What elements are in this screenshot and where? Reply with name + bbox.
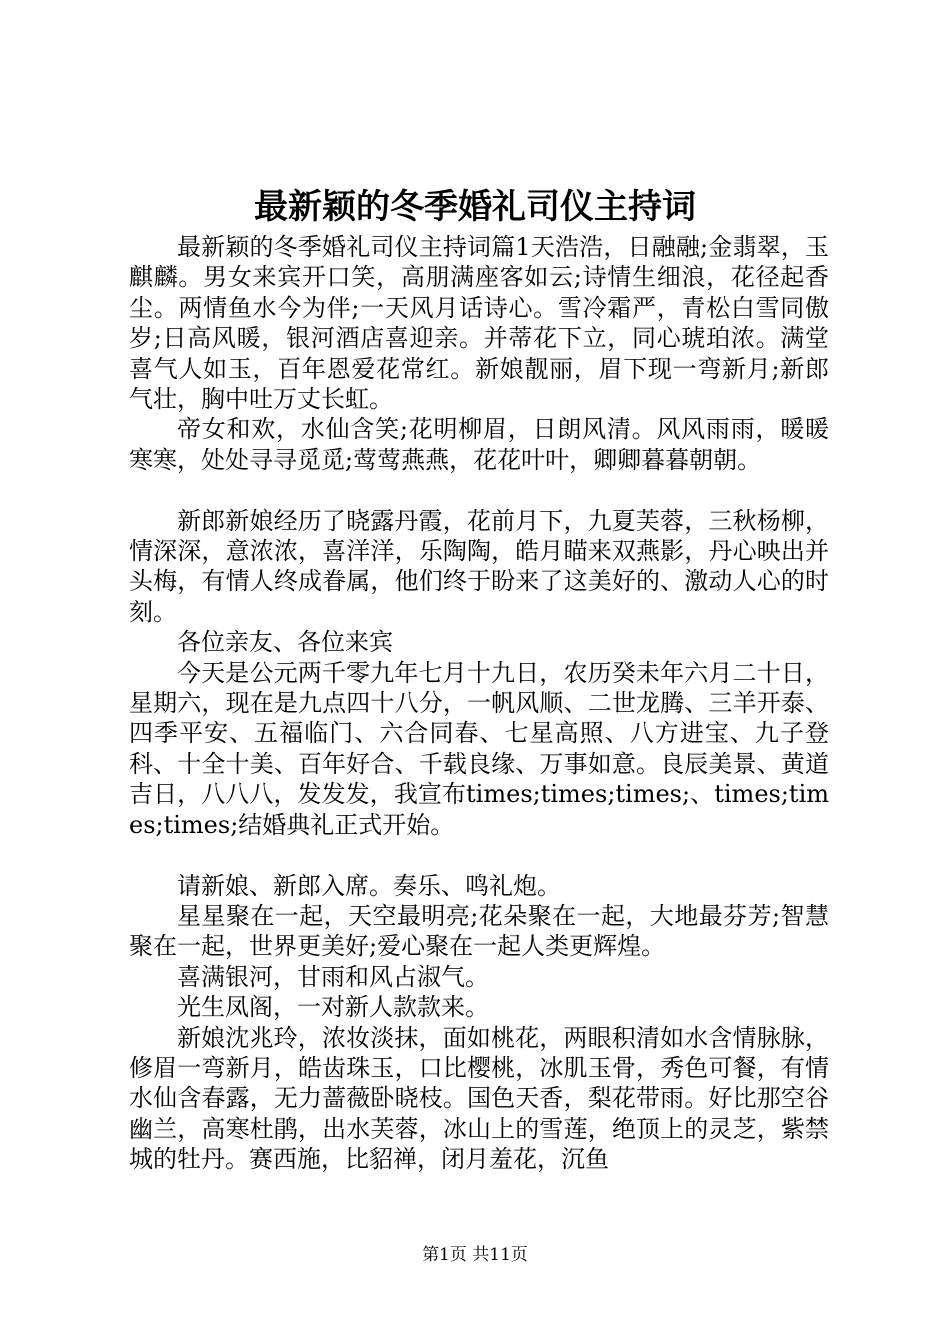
paragraph-8: 喜满银河，甘雨和风占淑气。 — [177, 962, 489, 991]
document-title: 最新颖的冬季婚礼司仪主持词 — [254, 187, 696, 227]
document-body — [129, 232, 829, 1175]
paragraph-gap — [129, 840, 829, 870]
paragraph-7: 星星聚在一起，天空最明亮;花朵聚在一起，大地最芬芳;智慧聚在一起，世界更美好;爱心聚在一起人类更辉煌。 — [129, 901, 829, 961]
paragraph-4: 各位亲友、各位来宾 — [177, 628, 393, 657]
page-footer: 第1页 共11页 — [422, 1245, 528, 1265]
paragraph-6: 请新娘、新郎入席。奏乐、鸣礼炮。 — [177, 871, 561, 900]
paragraph-10: 新娘沈兆玲，浓妆淡抹，面如桃花，两眼积清如水含情脉脉，修眉一弯新月，皓齿珠玉，口比樱桃，冰肌玉骨，秀色可餐，有情水仙含春露，无力蔷薇卧晓枝。国色天香，梨花带雨。好比那空谷幽兰，高寒杜鹃，出水芙蓉，冰山上的雪莲，绝顶上的灵芝，紫禁城的牡丹。赛西施，比貂禅，闭月羞花，沉鱼 — [129, 1023, 829, 1174]
paragraph-3: 新郎新娘经历了晓露丹霞，花前月下，九夏芙蓉，三秋杨柳，情深深，意浓浓，喜洋洋，乐陶陶，皓月瞄来双燕影，丹心映出并头梅，有情人终成眷属，他们终于盼来了这美好的、激动人心的时刻。 — [129, 506, 829, 626]
paragraph-1: 最新颖的冬季婚礼司仪主持词篇1天浩浩，日融融;金翡翠，玉麒麟。男女来宾开口笑，高朋满座客如云;诗情生细浪，花径起香尘。两情鱼水今为伴;一天风月话诗心。雪冷霜严，青松白雪同傲岁;日高风暖，银河酒店喜迎亲。并蒂花下立，同心琥珀浓。满堂喜气人如玉，百年恩爱花常红。新娘靓丽，眉下现一弯新月;新郎气壮，胸中吐万丈长虹。 — [129, 233, 829, 414]
paragraph-2: 帝女和欢，水仙含笑;花明柳眉，日朗风清。风风雨雨，暖暖寒寒，处处寻寻觅觅;莺莺燕燕，花花叶叶，卿卿暮暮朝朝。 — [129, 415, 829, 474]
paragraph-5: 今天是公元两千零九年七月十九日，农历癸未年六月二十日，星期六，现在是九点四十八分，一帆风顺、二世龙腾、三羊开泰、四季平安、五福临门、六合同春、七星高照、八方进宝、九子登科、十全十美、百年好合、千载良缘、万事如意。良辰美景、黄道吉日，八八八，发发发，我宣布times;times;times;、times;times;times;结婚典礼正式开始。 — [129, 658, 829, 839]
paragraph-9: 光生凤阁，一对新人款款来。 — [177, 993, 489, 1022]
paragraph-gap — [129, 475, 829, 505]
